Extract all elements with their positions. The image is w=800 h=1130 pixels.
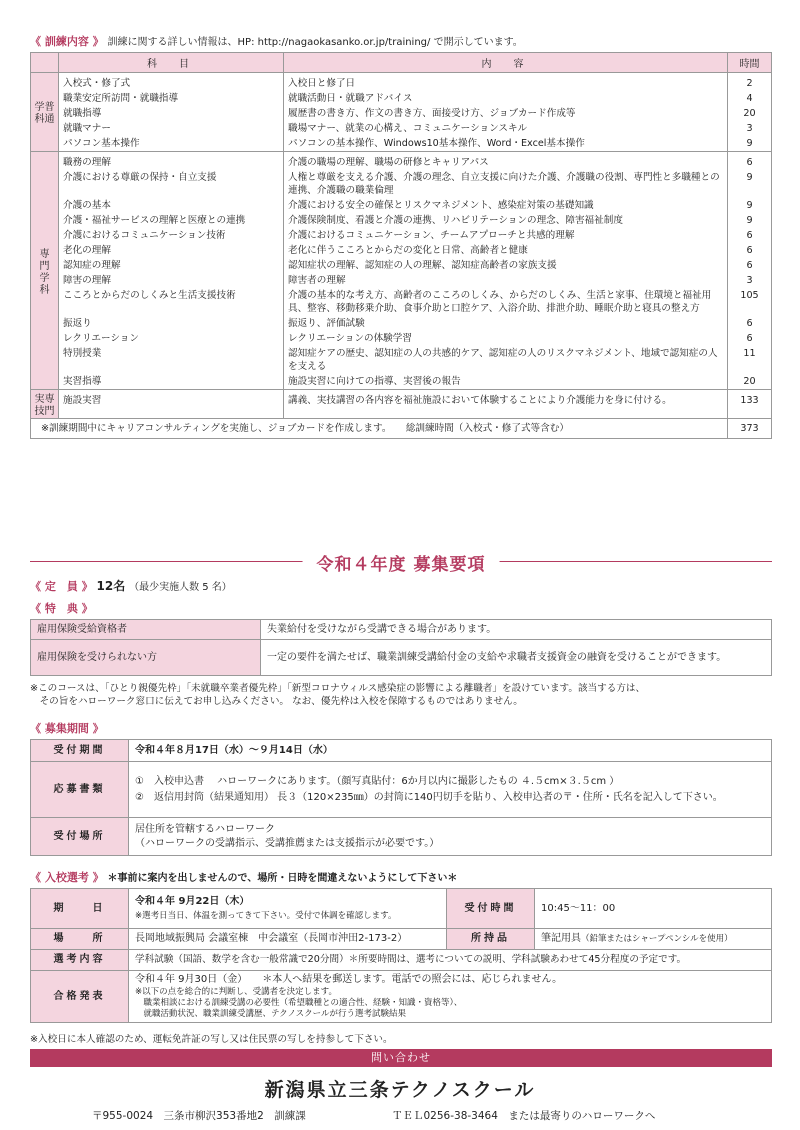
content-cell: 介護におけるコミュニケーション、チームアプローチと共感的理解 bbox=[284, 228, 728, 243]
course-row bbox=[31, 288, 772, 316]
content-cell: 講義、実技講習の各内容を福祉施設において体験することにより介護能力を身に付ける。 bbox=[284, 390, 728, 419]
date-note: ※選考日当日、体温を測ってきて下さい。受付で体調を確認します。 bbox=[135, 910, 397, 921]
course-row bbox=[31, 198, 772, 213]
course-row bbox=[31, 346, 772, 374]
feature-label-1: 雇用保険受給資格者 bbox=[31, 620, 261, 640]
course-row bbox=[31, 374, 772, 390]
hours-cell: 4 bbox=[728, 91, 772, 106]
course-row bbox=[31, 243, 772, 258]
subject-cell: 障害の理解 bbox=[59, 273, 284, 288]
time-label: 受付時間 bbox=[447, 889, 535, 929]
training-section-header: 《 訓練内容 》 訓練に関する詳しい情報は、HP: http://nagaokasanko.or.jp/training/ で開示しています。 bbox=[30, 35, 523, 48]
subject-cell: 職務の理解 bbox=[59, 152, 284, 171]
features-section-header: 《 特 典 》 bbox=[30, 602, 93, 615]
subject-cell: 就職指導 bbox=[59, 106, 284, 121]
subject-cell: 振返り bbox=[59, 316, 284, 331]
hours-header: 時間 bbox=[728, 53, 772, 73]
course-row bbox=[31, 170, 772, 198]
subject-cell: 認知症の理解 bbox=[59, 258, 284, 273]
subject-cell: こころとからだのしくみと生活支援技術 bbox=[59, 288, 284, 316]
capacity-section: 《 定 員 》 12名 （最少実施人数 5 名） bbox=[30, 579, 232, 593]
course-row bbox=[31, 228, 772, 243]
subject-header: 科 目 bbox=[59, 53, 284, 73]
hours-cell: 9 bbox=[728, 170, 772, 198]
hours-cell: 9 bbox=[728, 136, 772, 152]
content-cell: 老化に伴うこころとからだの変化と日常、高齢者と健康 bbox=[284, 243, 728, 258]
place-value: 長岡地域振興局 会議室棟 中会議室（長岡市沖田2-173-2） bbox=[129, 929, 447, 950]
content-cell: 職場マナー、就業の心構え、コミュニケーションスキル bbox=[284, 121, 728, 136]
recruit-title-bar bbox=[30, 550, 772, 575]
hours-cell: 20 bbox=[728, 374, 772, 390]
hours-cell: 6 bbox=[728, 258, 772, 273]
school-address: 〒955-0024 三条市柳沢353番地2 訓練課 bbox=[92, 1110, 306, 1122]
capacity-label: 定 員 bbox=[44, 580, 78, 593]
period-value-1: 令和４年８月17日（水）～９月14日（水） bbox=[129, 740, 772, 762]
subject-cell: 職業安定所訪問・就職指導 bbox=[59, 91, 284, 106]
features-table bbox=[30, 619, 772, 676]
subject-cell: 入校式・修了式 bbox=[59, 73, 284, 92]
features-label: 特 典 bbox=[44, 602, 78, 615]
inquiry-bar: 問い合わせ bbox=[30, 1049, 772, 1067]
content-cell: 介護保険制度、看護と介護の連携、リハビリテーションの理念、障害福祉制度 bbox=[284, 213, 728, 228]
features-note: ※このコースは、「ひとり親優先枠」「未就職卒業者優先枠」「新型コロナウィルス感染症の影響による離職者」を設けています。該当する方は、 その旨をハローワーク窓口に伝えてお申し込みください。 なお、優先枠は入校を保障するものではありません。 bbox=[30, 683, 646, 707]
hours-cell: 6 bbox=[728, 331, 772, 346]
content-cell: 振返り、評価試験 bbox=[284, 316, 728, 331]
training-section-title: 訓練内容 bbox=[44, 35, 89, 48]
content-cell: 介護の職場の理解、職場の研修とキャリアパス bbox=[284, 152, 728, 171]
selection-table bbox=[30, 888, 772, 1023]
result-value: 令和４年 9月30日（金） ＊本人へ結果を郵送します。電話での照会には、応じられません。 bbox=[135, 974, 563, 985]
course-row bbox=[31, 73, 772, 92]
hours-cell: 9 bbox=[728, 213, 772, 228]
subject-cell: 特別授業 bbox=[59, 346, 284, 374]
capacity-value: 12名 bbox=[96, 579, 126, 593]
selection-header-note: ＊事前に案内を出しませんので、場所・日時を間違えないようにして下さい＊ bbox=[107, 873, 458, 884]
course-row bbox=[31, 331, 772, 346]
selection-section-header: 《 入校選考 》 ＊事前に案内を出しませんので、場所・日時を間違えないようにして下さい＊ bbox=[30, 871, 458, 884]
hours-cell: 3 bbox=[728, 273, 772, 288]
course-row bbox=[31, 106, 772, 121]
course-row bbox=[31, 390, 772, 419]
hours-cell: 6 bbox=[728, 243, 772, 258]
subject-cell: 老化の理解 bbox=[59, 243, 284, 258]
content-cell: 入校日と修了日 bbox=[284, 73, 728, 92]
course-row bbox=[31, 316, 772, 331]
items-value: 筆記用具 bbox=[541, 933, 581, 944]
subject-cell: 介護の基本 bbox=[59, 198, 284, 213]
result-notes: ※以下の点を総合的に判断し、受講者を決定します。 職業相談における訓練受講の必要性（希望職種との適合性、経験・知識・資格等）、 就職活動状況、職業訓練受講歴、テクノスクールが行う選考試験結果 bbox=[135, 987, 463, 1019]
school-phone: ＴＥＬ0256-38-3464 または最寄りのハローワークへ bbox=[392, 1110, 656, 1122]
hours-cell: 3 bbox=[728, 121, 772, 136]
capacity-note: （最少実施人数 5 名） bbox=[129, 582, 232, 593]
hours-cell: 20 bbox=[728, 106, 772, 121]
total-note: ※訓練期間中にキャリアコンサルティングを実施し、ジョブカードを作成します。 総訓練時間（入校式・修了式等含む） bbox=[31, 419, 728, 439]
subject-cell: 施設実習 bbox=[59, 390, 284, 419]
period-label-2: 応募書類 bbox=[31, 762, 129, 818]
period-label-3: 受付場所 bbox=[31, 818, 129, 856]
content-cell: 認知症状の理解、認知症の人の理解、認知症高齢者の家族支援 bbox=[284, 258, 728, 273]
hours-cell: 2 bbox=[728, 73, 772, 92]
category-label: 実専 技門 bbox=[31, 390, 59, 419]
recruit-title: 令和４年度 募集要項 bbox=[303, 550, 500, 575]
hours-cell: 6 bbox=[728, 316, 772, 331]
subject-cell: 介護・福祉サービスの理解と医療との連携 bbox=[59, 213, 284, 228]
items-note: （鉛筆またはシャープペンシルを使用） bbox=[581, 934, 733, 944]
hours-cell: 105 bbox=[728, 288, 772, 316]
feature-label-2: 雇用保険を受けられない方 bbox=[31, 640, 261, 676]
course-row bbox=[31, 152, 772, 171]
hours-cell: 6 bbox=[728, 228, 772, 243]
course-table bbox=[30, 52, 772, 439]
content-header: 内 容 bbox=[284, 53, 728, 73]
content-cell: レクリエーションの体験学習 bbox=[284, 331, 728, 346]
school-name: 新潟県立三条テクノスクール bbox=[264, 1079, 536, 1101]
content-cell: 認知症ケアの歴史、認知症の人の共感的ケア、認知症の人のリスクマネジメント、地域で認知症の人を支える bbox=[284, 346, 728, 374]
subject-cell: 実習指導 bbox=[59, 374, 284, 390]
course-row bbox=[31, 213, 772, 228]
items-label: 所持品 bbox=[447, 929, 535, 950]
content-cell: 障害者の理解 bbox=[284, 273, 728, 288]
period-section-header: 《 募集期間 》 bbox=[30, 722, 104, 735]
period-value-3: 居住所を管轄するハローワーク （ハローワークの受講指示、受講推薦または支援指示が必要です。） bbox=[129, 818, 772, 856]
selection-label: 入校選考 bbox=[44, 871, 89, 884]
hours-cell: 11 bbox=[728, 346, 772, 374]
course-row bbox=[31, 258, 772, 273]
hours-cell: 133 bbox=[728, 390, 772, 419]
period-value-2: ① 入校申込書 ハローワークにあります。（顔写真貼付：6か月以内に撮影したもの ４.５cm×３.５cm ） ② 返信用封筒（結果通知用） 長３（120×235㎜）の封筒に140円切手を貼り、入校申込者の〒・住所・氏名を記入して下さい。 bbox=[129, 762, 772, 818]
selection-footer-note: ※入校日に本人確認のため、運転免許証の写し又は住民票の写しを持参して下さい。 bbox=[30, 1034, 393, 1045]
content-cell: 人権と尊厳を支える介護、介護の理念、自立支援に向けた介護、介護職の役割、専門性と多職種との連携、介護職の職業倫理 bbox=[284, 170, 728, 198]
period-label-1: 受付期間 bbox=[31, 740, 129, 762]
content-cell: パソコンの基本操作、Windows10基本操作、Word・Excel基本操作 bbox=[284, 136, 728, 152]
time-value: 10:45～11：00 bbox=[535, 889, 772, 929]
period-table bbox=[30, 739, 772, 856]
content-cell: 施設実習に向けての指導、実習後の報告 bbox=[284, 374, 728, 390]
subject-cell: レクリエーション bbox=[59, 331, 284, 346]
subject-cell: パソコン基本操作 bbox=[59, 136, 284, 152]
content-cell: 履歴書の書き方、作文の書き方、面接受け方、ジョブカード作成等 bbox=[284, 106, 728, 121]
course-row bbox=[31, 136, 772, 152]
period-label: 募集期間 bbox=[44, 722, 89, 735]
category-label: 学普 科通 bbox=[31, 73, 59, 152]
subject-cell: 介護における尊厳の保持・自立支援 bbox=[59, 170, 284, 198]
course-row bbox=[31, 121, 772, 136]
content-value: 学科試験（国語、数学を含む一般常識で20分間）＊所要時間は、選考についての説明、学科試験あわせて45分程度の予定です。 bbox=[129, 950, 772, 971]
result-label: 合格発表 bbox=[31, 971, 129, 1023]
course-row bbox=[31, 91, 772, 106]
subject-cell: 就職マナー bbox=[59, 121, 284, 136]
content-label: 選考内容 bbox=[31, 950, 129, 971]
content-cell: 就職活動日・就職アドバイス bbox=[284, 91, 728, 106]
hours-cell: 6 bbox=[728, 152, 772, 171]
content-cell: 介護における安全の確保とリスクマネジメント、感染症対策の基礎知識 bbox=[284, 198, 728, 213]
hours-cell: 9 bbox=[728, 198, 772, 213]
course-row bbox=[31, 273, 772, 288]
total-hours: 373 bbox=[728, 419, 772, 439]
date-value: 令和４年 9月22日（木） bbox=[135, 895, 250, 907]
subject-cell: 介護におけるコミュニケーション技術 bbox=[59, 228, 284, 243]
content-cell: 介護の基本的な考え方、高齢者のこころのしくみ、からだのしくみ、生活と家事、住環境と福祉用具、整容、移動移乗介助、食事介助と口腔ケア、入浴介助、排泄介助、睡眠介助と寝具の整え方 bbox=[284, 288, 728, 316]
feature-text-1: 失業給付を受けながら受講できる場合があります。 bbox=[261, 620, 772, 640]
place-label: 場 所 bbox=[31, 929, 129, 950]
training-info-text: 訓練に関する詳しい情報は、HP: http://nagaokasanko.or.jp/training/ で開示しています。 bbox=[107, 37, 523, 48]
date-label: 期 日 bbox=[31, 889, 129, 929]
category-label: 専 門 学 科 bbox=[31, 152, 59, 390]
feature-text-2: 一定の要件を満たせば、職業訓練受講給付金の支給や求職者支援資金の融資を受けることができます。 bbox=[261, 640, 772, 676]
